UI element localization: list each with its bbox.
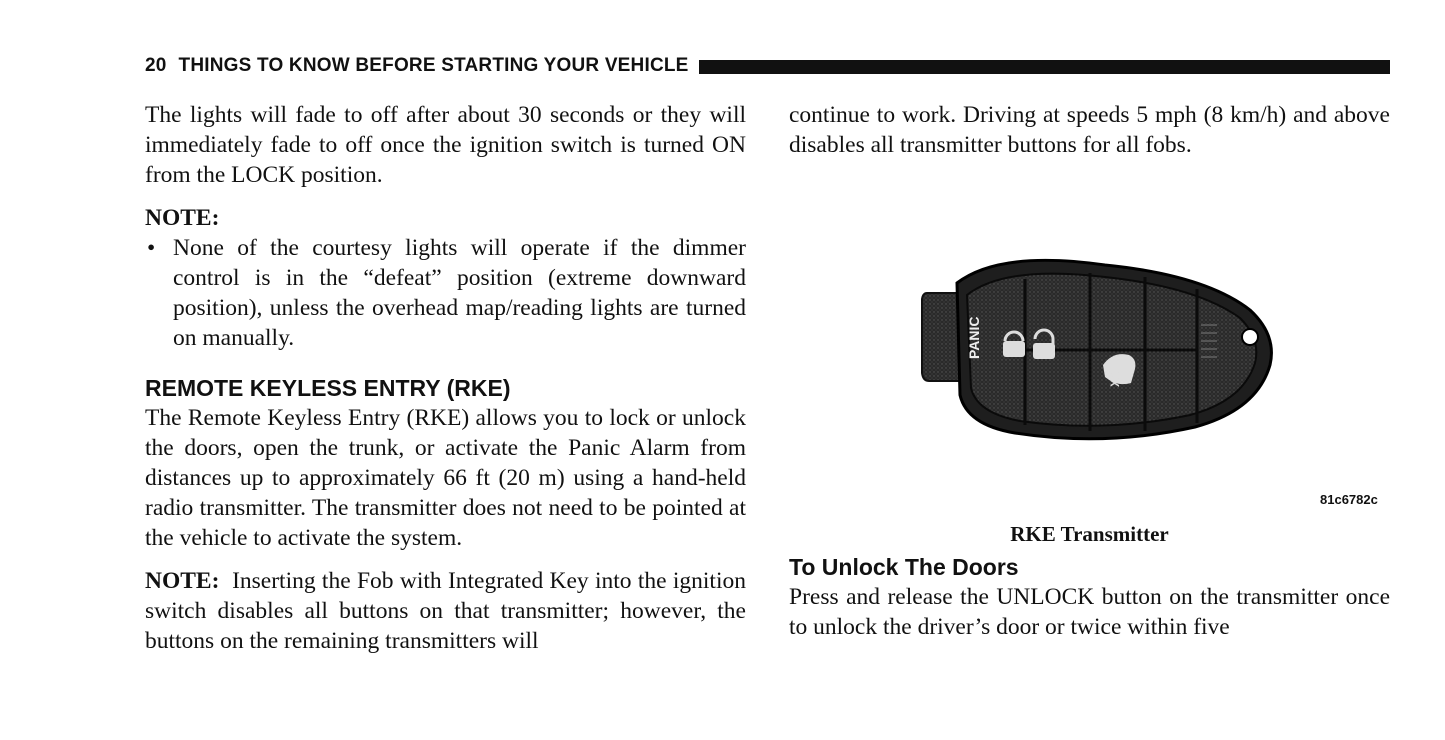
rke-transmitter-illustration bbox=[905, 255, 1285, 455]
chapter-title: THINGS TO KNOW BEFORE STARTING YOUR VEHICLE bbox=[178, 55, 689, 76]
page-number: 20 bbox=[145, 55, 167, 76]
note-list bbox=[145, 233, 746, 353]
header-rule bbox=[699, 60, 1390, 74]
unlock-paragraph: Press and release the UNLOCK button on the transmitter once to unlock the driver’s door or twice within five bbox=[789, 584, 1390, 640]
left-column bbox=[145, 100, 746, 656]
note2-label: NOTE: bbox=[145, 568, 220, 594]
note-label: NOTE: bbox=[145, 205, 220, 231]
page-header bbox=[145, 54, 1390, 78]
note2-text: Inserting the Fob with Integrated Key into the ignition switch disables all buttons on that transmitter; however, the buttons on the remaining transmitters will bbox=[145, 568, 746, 654]
figure-code: 81c6782c bbox=[1320, 492, 1378, 507]
key-fob-icon bbox=[905, 255, 1285, 455]
unlock-section bbox=[789, 552, 1390, 642]
right-column bbox=[789, 100, 1390, 160]
rke-section-heading: REMOTE KEYLESS ENTRY (RKE) bbox=[145, 375, 511, 401]
figure-caption: RKE Transmitter bbox=[1010, 522, 1169, 546]
rke-paragraph: The Remote Keyless Entry (RKE) allows you to lock or unlock the doors, open the trunk, or activate the Panic Alarm from distances up to approximately 66 ft (20 m) using a hand-held radio transmitter. The transmitter does not need to be pointed at the vehicle to activate the system. bbox=[145, 405, 746, 551]
panic-button-label: PANIC bbox=[966, 316, 982, 359]
continued-paragraph: continue to work. Driving at speeds 5 mph (8 km/h) and above disables all transmitter buttons for all fobs. bbox=[789, 102, 1390, 158]
unlock-heading: To Unlock The Doors bbox=[789, 554, 1019, 580]
x2-label: X2 bbox=[1108, 372, 1122, 387]
note-bullet-item: • None of the courtesy lights will operate if the dimmer control is in the “defeat” position (extreme downward position), unless the overhead map/reading lights are turned on manually. bbox=[145, 233, 746, 353]
intro-paragraph: The lights will fade to off after about 30 seconds or they will immediately fade to off once the ignition switch is turned ON from the LOCK position. bbox=[145, 102, 746, 188]
note2-paragraph bbox=[145, 566, 746, 656]
